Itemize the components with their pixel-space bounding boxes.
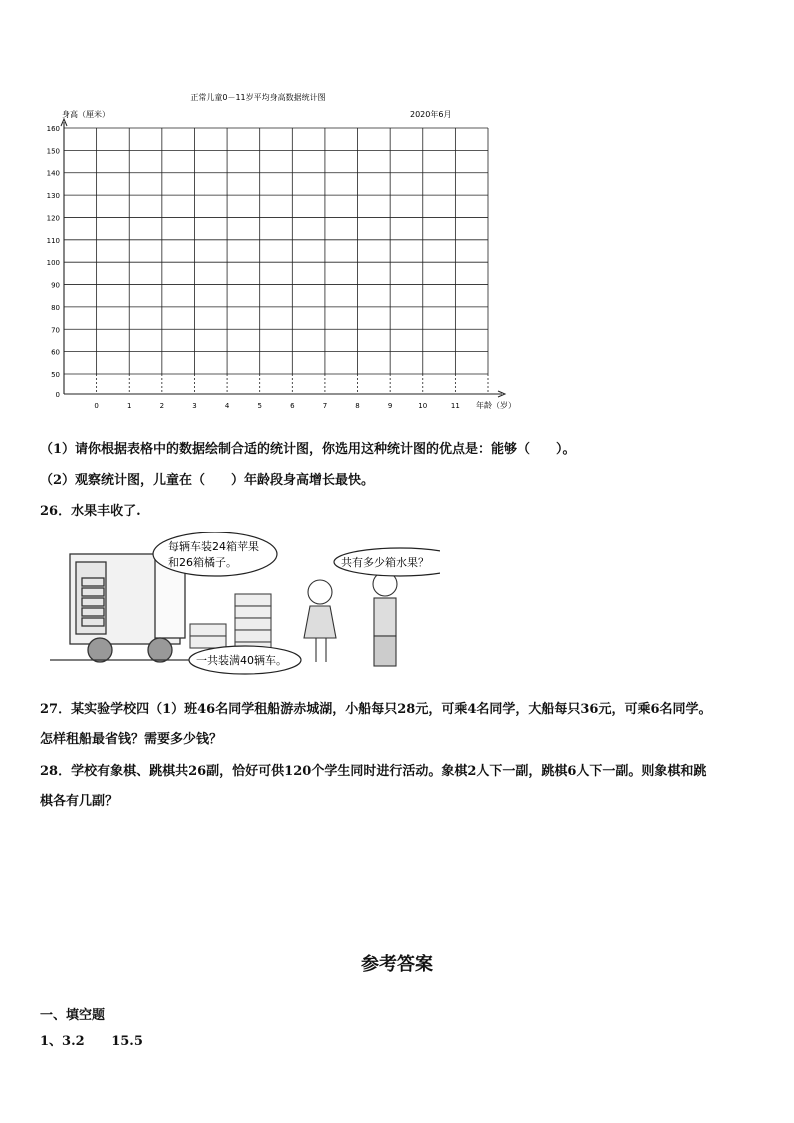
fruit-crates-icon — [190, 594, 271, 654]
question-27-line-1: 27．某实验学校四（1）班46名同学租船游赤城湖，小船每只28元，可乘4名同学，大船每只36元，可乘6名同学。 — [40, 702, 712, 717]
y-tick-label: 90 — [51, 281, 60, 290]
height-chart — [30, 88, 530, 418]
speech-bubble-total — [189, 646, 301, 674]
question-26: 26．水果丰收了. — [40, 504, 141, 519]
y-tick-label: 110 — [46, 236, 60, 245]
y-tick-label: 160 — [46, 125, 60, 133]
bubble-boy-text: 共有多少箱水果？ — [341, 556, 429, 569]
x-tick-label: 10 — [418, 402, 428, 410]
x-tick-labels — [94, 402, 459, 410]
answers-section-title: 一、填空题 — [40, 1008, 106, 1023]
x-tick-label: 9 — [387, 402, 393, 410]
x-tick-label: 3 — [192, 402, 197, 410]
chart-ylabel: 身高（厘米） — [62, 110, 110, 119]
bubble-truck-line-2: 和26箱橘子。 — [168, 556, 237, 569]
boy-icon — [373, 572, 397, 666]
x-tick-label: 6 — [290, 402, 295, 410]
answers-heading: 参考答案 — [361, 954, 433, 975]
chart-xlabel: 年龄（岁） — [476, 401, 516, 410]
y-tick-label: 60 — [51, 348, 60, 357]
chart-grid — [61, 119, 505, 397]
bubble-total-text: 一共装满40辆车。 — [196, 654, 287, 667]
y-tick-label: 100 — [46, 259, 60, 268]
x-tick-label: 1 — [126, 402, 132, 410]
y-tick-label: 120 — [46, 214, 60, 223]
speech-bubble-truck — [153, 532, 277, 576]
y-tick-label: 130 — [46, 192, 60, 201]
question-25-part-1: （1）请你根据表格中的数据绘制合适的统计图，你选用这种统计图的优点是：能够（ ）。 — [40, 442, 576, 457]
y-tick-labels — [47, 125, 60, 399]
y-tick-label: 80 — [51, 303, 60, 312]
x-tick-label: 7 — [322, 402, 328, 410]
y-tick-label: 140 — [46, 169, 60, 178]
x-tick-label: 0 — [94, 402, 99, 410]
bubble-truck-line-1: 每辆车装24箱苹果 — [168, 540, 259, 553]
x-tick-label: 5 — [257, 402, 262, 410]
fruit-truck-illustration — [40, 532, 440, 682]
x-tick-label: 2 — [159, 402, 165, 410]
answer-1-value: 15.5 — [111, 1034, 143, 1049]
y-tick-label: 70 — [51, 326, 60, 335]
girl-icon — [304, 580, 336, 662]
chart-date: 2020年6月 — [410, 110, 452, 119]
y-tick-label: 0 — [55, 391, 60, 399]
answer-1 — [40, 1030, 143, 1049]
question-28-line-2: 棋各有几副？ — [40, 794, 119, 809]
question-28-line-1: 28．学校有象棋、跳棋共26副，恰好可供120个学生同时进行活动。象棋2人下一副，跳棋6人下一副。则象棋和跳 — [40, 764, 707, 779]
speech-bubble-boy — [334, 548, 440, 576]
question-27-line-2: 怎样租船最省钱？需要多少钱？ — [40, 732, 223, 747]
x-tick-label: 4 — [224, 402, 230, 410]
answer-1-number: 1、3.2 — [40, 1034, 85, 1049]
x-tick-label: 11 — [450, 402, 460, 410]
x-tick-label: 8 — [355, 402, 360, 410]
question-25-part-2: （2）观察统计图，儿童在（ ）年龄段身高增长最快。 — [40, 473, 375, 488]
y-tick-label: 50 — [51, 371, 60, 379]
y-tick-label: 150 — [46, 147, 60, 156]
chart-title: 正常儿童0－11岁平均身高数据统计图 — [190, 93, 326, 102]
